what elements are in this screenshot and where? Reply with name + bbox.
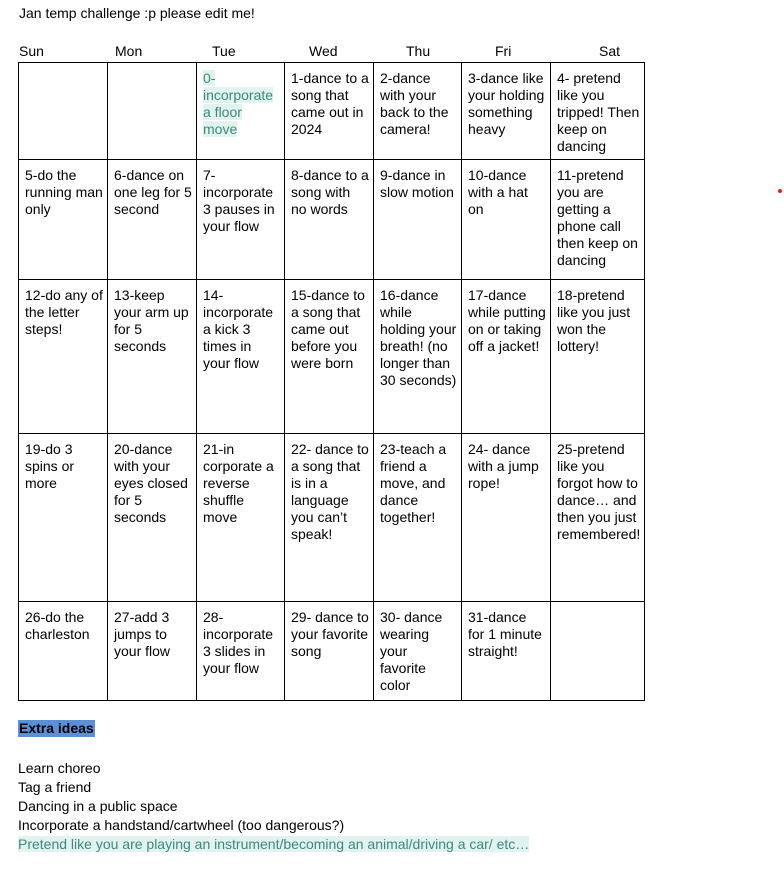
calendar-cell[interactable]: 18-pretend like you just won the lottery! bbox=[551, 280, 645, 434]
idea-item: Dancing in a public space bbox=[18, 798, 178, 814]
idea-item: Learn choreo bbox=[18, 760, 101, 776]
calendar-cell[interactable] bbox=[108, 63, 197, 160]
calendar-cell[interactable]: 1-dance to a song that came out in 2024 bbox=[285, 63, 374, 160]
calendar-cell[interactable]: 6-dance on one leg for 5 second bbox=[108, 160, 197, 280]
document-title: Jan temp challenge :p please edit me! bbox=[19, 5, 255, 21]
calendar-cell[interactable]: 10-dance with a hat on bbox=[462, 160, 551, 280]
calendar-cell[interactable]: 15-dance to a song that came out before you were born bbox=[285, 280, 374, 434]
idea-item: Incorporate a handstand/cartwheel (too dangerous?) bbox=[18, 817, 345, 833]
calendar-cell[interactable]: 3-dance like your holding something heavy bbox=[462, 63, 551, 160]
calendar-cell[interactable]: 20-dance with your eyes closed for 5 seconds bbox=[108, 434, 197, 602]
calendar-cell[interactable]: 25-pretend like you forgot how to dance… and then you just remembered! bbox=[551, 434, 645, 602]
calendar-cell[interactable]: 22- dance to a song that is in a language you can’t speak! bbox=[285, 434, 374, 602]
calendar-cell[interactable]: 4- pretend like you tripped! Then keep on dancing bbox=[551, 63, 645, 160]
calendar-cell[interactable] bbox=[551, 602, 645, 701]
day-fri: Fri bbox=[495, 43, 512, 59]
calendar-cell[interactable]: 12-do any of the letter steps! bbox=[19, 280, 108, 434]
day-thu: Thu bbox=[406, 43, 431, 59]
day-sat: Sat bbox=[599, 43, 621, 59]
calendar-cell[interactable]: 19-do 3 spins or more bbox=[19, 434, 108, 602]
day-wed: Wed bbox=[309, 43, 338, 59]
ideas-list bbox=[18, 759, 529, 854]
calendar-cell[interactable]: 5-do the running man only bbox=[19, 160, 108, 280]
calendar-cell[interactable] bbox=[197, 63, 285, 160]
calendar-cell[interactable]: 24- dance with a jump rope! bbox=[462, 434, 551, 602]
calendar-cell[interactable] bbox=[19, 63, 108, 160]
calendar-cell[interactable]: 8-dance to a song with no words bbox=[285, 160, 374, 280]
calendar-cell[interactable]: 21-in corporate a reverse shuffle move bbox=[197, 434, 285, 602]
highlighted-cell-text: 0-incorporate a floor move bbox=[203, 70, 274, 137]
calendar-cell[interactable]: 26-do the charleston bbox=[19, 602, 108, 701]
idea-item: Pretend like you are playing an instrument/becoming an animal/driving a car/ etc… bbox=[18, 836, 530, 852]
calendar-cell[interactable]: 31-dance for 1 minute straight! bbox=[462, 602, 551, 701]
calendar-cell[interactable]: 16-dance while holding your breath! (no longer than 30 seconds) bbox=[374, 280, 462, 434]
calendar-cell[interactable]: 17-dance while putting on or taking off a jacket! bbox=[462, 280, 551, 434]
calendar-cell[interactable]: 27-add 3 jumps to your flow bbox=[108, 602, 197, 701]
calendar-cell[interactable]: 29- dance to your favorite song bbox=[285, 602, 374, 701]
calendar-cell[interactable]: 2-dance with your back to the camera! bbox=[374, 63, 462, 160]
calendar-cell[interactable]: 11-pretend you are getting a phone call then keep on dancing bbox=[551, 160, 645, 280]
calendar-cell[interactable]: 28-incorporate 3 slides in your flow bbox=[197, 602, 285, 701]
idea-item: Tag a friend bbox=[18, 779, 92, 795]
day-tue: Tue bbox=[212, 43, 236, 59]
calendar-cell[interactable]: 30- dance wearing your favorite color bbox=[374, 602, 462, 701]
day-sun: Sun bbox=[19, 43, 44, 59]
collaborator-cursor-icon bbox=[778, 189, 782, 193]
calendar-cell[interactable]: 7-incorporate 3 pauses in your flow bbox=[197, 160, 285, 280]
weekday-header bbox=[19, 43, 640, 60]
calendar-table bbox=[18, 62, 645, 701]
extra-ideas-heading: Extra ideas bbox=[19, 720, 94, 736]
day-mon: Mon bbox=[115, 43, 143, 59]
calendar-cell[interactable]: 14-incorporate a kick 3 times in your flow bbox=[197, 280, 285, 434]
calendar-cell[interactable]: 23-teach a friend a move, and dance together! bbox=[374, 434, 462, 602]
calendar-cell[interactable]: 13-keep your arm up for 5 seconds bbox=[108, 280, 197, 434]
calendar-cell[interactable]: 9-dance in slow motion bbox=[374, 160, 462, 280]
